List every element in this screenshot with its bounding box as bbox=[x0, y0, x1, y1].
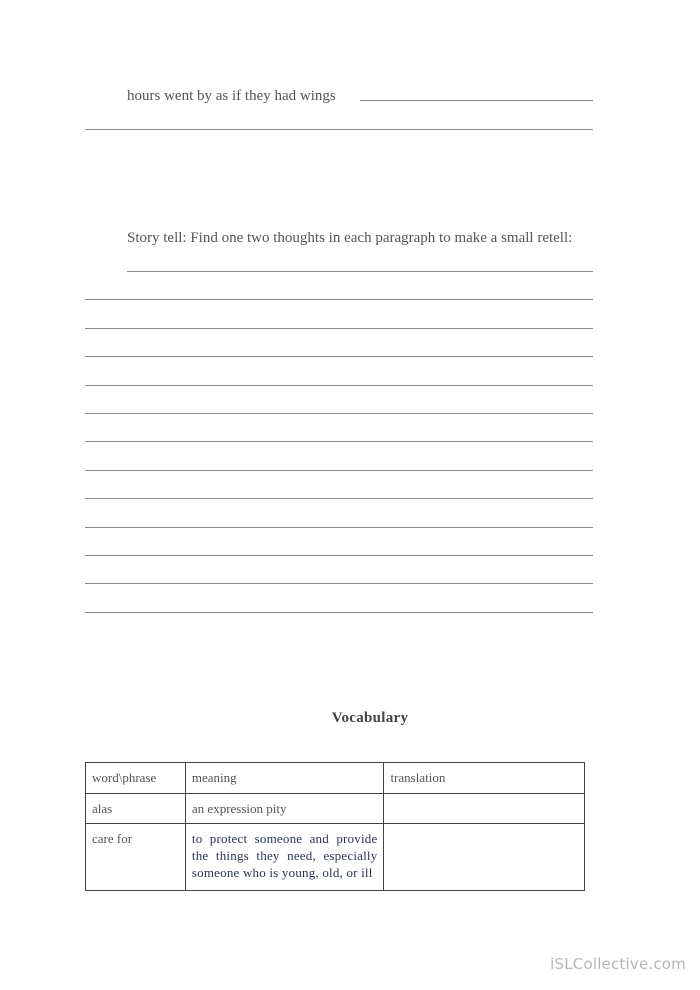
retell-line-13[interactable] bbox=[85, 612, 593, 613]
retell-line-6[interactable] bbox=[85, 413, 593, 414]
retell-line-8[interactable] bbox=[85, 470, 593, 471]
vocabulary-title: Vocabulary bbox=[331, 710, 409, 726]
story-tell-instruction: Story tell: Find one two thoughts in each paragraph to make a small retell: bbox=[127, 230, 573, 246]
table-row bbox=[86, 794, 585, 824]
cell-translation[interactable] bbox=[384, 794, 585, 824]
cell-translation[interactable] bbox=[384, 824, 585, 891]
retell-line-2[interactable] bbox=[85, 299, 593, 300]
cell-word: care for bbox=[86, 824, 186, 891]
phrase-answer-line-2[interactable] bbox=[85, 129, 593, 130]
header-translation: translation bbox=[384, 763, 585, 794]
retell-line-10[interactable] bbox=[85, 527, 593, 528]
header-word-phrase: word\phrase bbox=[86, 763, 186, 794]
retell-line-1[interactable] bbox=[127, 271, 593, 272]
phrase-answer-line-1[interactable] bbox=[360, 100, 593, 101]
table-header-row bbox=[86, 763, 585, 794]
retell-line-11[interactable] bbox=[85, 555, 593, 556]
watermark: iSLCollective.com bbox=[550, 955, 686, 973]
phrase-prompt: hours went by as if they had wings bbox=[127, 88, 336, 104]
header-meaning: meaning bbox=[185, 763, 384, 794]
retell-line-3[interactable] bbox=[85, 328, 593, 329]
retell-line-12[interactable] bbox=[85, 583, 593, 584]
cell-word: alas bbox=[86, 794, 186, 824]
cell-meaning: to protect someone and provide the things they need, especially someone who is young, old, or ill bbox=[185, 824, 384, 891]
retell-line-5[interactable] bbox=[85, 385, 593, 386]
cell-meaning: an expression pity bbox=[185, 794, 384, 824]
retell-line-4[interactable] bbox=[85, 356, 593, 357]
retell-line-7[interactable] bbox=[85, 441, 593, 442]
table-row bbox=[86, 824, 585, 891]
retell-line-9[interactable] bbox=[85, 498, 593, 499]
vocabulary-table bbox=[85, 762, 585, 891]
